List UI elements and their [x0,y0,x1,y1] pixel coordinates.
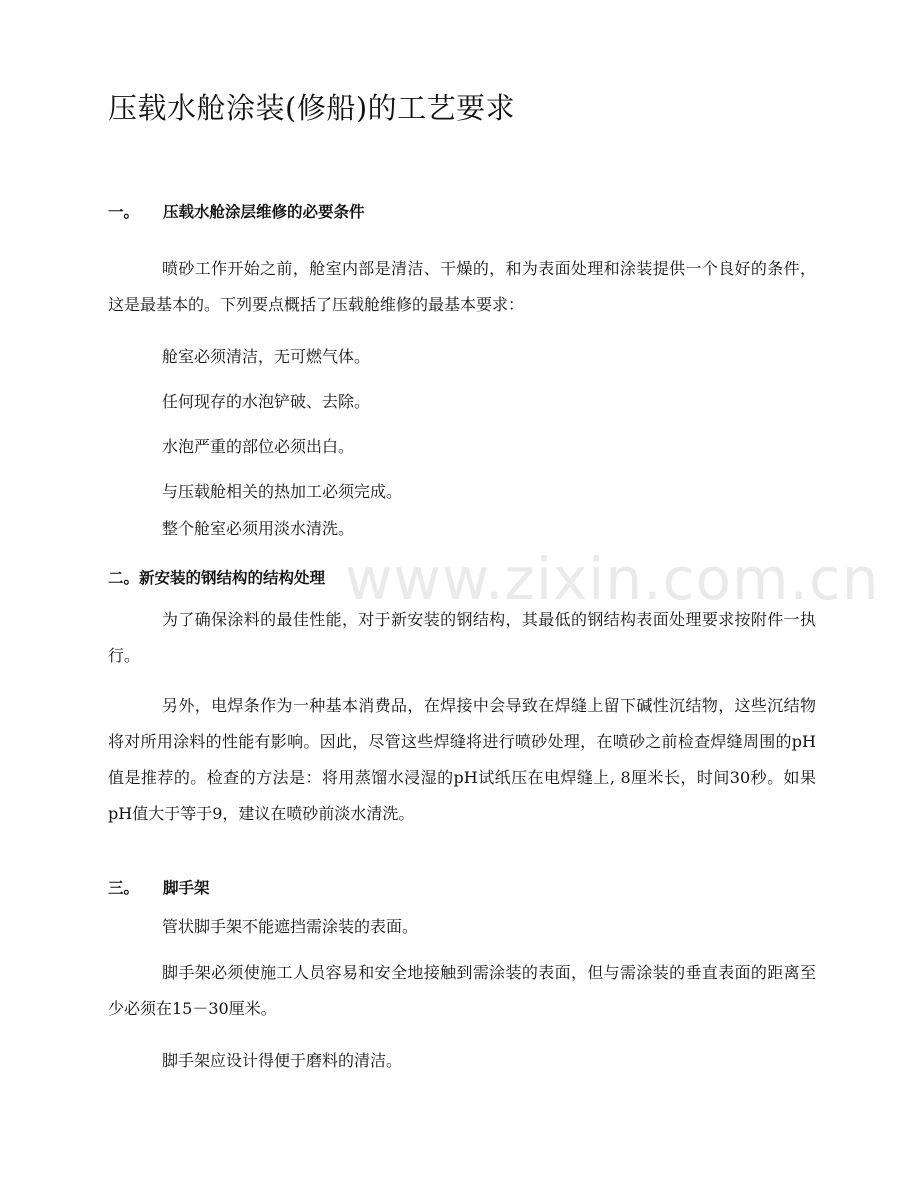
section-2-paragraph-2: 另外，电焊条作为一种基本消费品，在焊接中会导致在焊缝上留下碱性沉结物，这些沉结物将对所用涂料的性能有影响。因此，尽管这些焊缝将进行喷砂处理，在喷砂之前检查焊缝周围的pH值是推荐的。检查的方法是：将用蒸馏水浸湿的pH试纸压在电焊缝上, 8厘米长，时间30秒。如果pH值大于等于9，建议在喷砂前淡水清洗。 [108,696,816,823]
section-3-paragraph-1: 管状脚手架不能遮挡需涂装的表面。 [162,917,419,936]
requirement-item: 任何现存的水泡铲破、去除。 [162,392,371,411]
section-1-title: 压载水舱涂层维修的必要条件 [163,203,365,221]
requirement-item: 舱室必须清洁，无可燃气体。 [162,347,371,366]
section-3-paragraph-3: 脚手架应设计得便于磨料的清洁。 [162,1051,403,1070]
section-1-intro: 喷砂工作开始之前，舱室内部是清洁、干燥的，和为表面处理和涂装提供一个良好的条件，这是最基本的。下列要点概括了压载舱维修的最基本要求： [108,259,816,314]
section-1-number: 一。 [108,203,140,221]
section-3-paragraph-2: 脚手架必须使施工人员容易和安全地接触到需涂装的表面，但与需涂装的垂直表面的距离至少必须在15－30厘米。 [108,963,816,1018]
requirement-item: 整个舱室必须用淡水清洗。 [162,519,355,538]
requirement-item: 与压载舱相关的热加工必须完成。 [162,482,403,501]
section-2-heading: 二。新安装的钢结构的结构处理 [108,569,326,587]
requirement-item: 水泡严重的部位必须出白。 [162,437,355,456]
section-3-title: 脚手架 [163,879,210,897]
document-title: 压载水舱涂装(修船)的工艺要求 [108,91,516,125]
section-3-number: 三。 [108,879,140,897]
section-2-paragraph-1: 为了确保涂料的最佳性能，对于新安装的钢结构，其最低的钢结构表面处理要求按附件一执行。 [108,610,816,665]
site-watermark: www.zixin.com.cn [345,545,880,613]
section-3-heading [108,876,210,898]
section-1-heading [108,200,365,222]
